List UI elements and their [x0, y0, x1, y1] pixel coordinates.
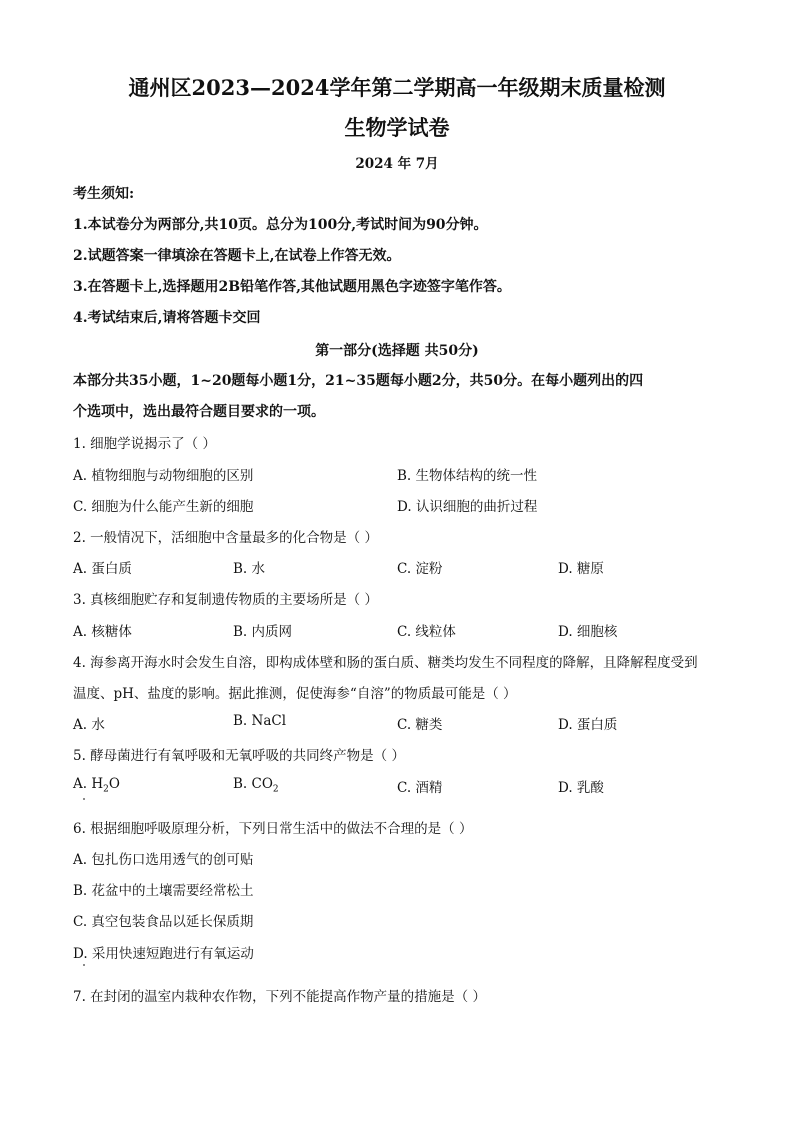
question-4-stem-line-1: 4. 海参离开海水时会发生自溶，即构成体壁和肠的蛋白质、糖类均发生不同程度的降解，且降解程度受到: [73, 655, 698, 671]
question-5-stem: 5. 酵母菌进行有氧呼吸和无氧呼吸的共同终产物是（ ）: [73, 748, 405, 764]
exam-subject-title: 生物学试卷: [344, 115, 450, 140]
stray-dot-mark: [83, 798, 85, 800]
section-intro-line-2: 个选项中，选出最符合题目要求的一项。: [73, 404, 325, 420]
question-7-stem: 7. 在封闭的温室内栽种农作物，下列不能提高作物产量的措施是（ ）: [73, 989, 486, 1005]
question-1-stem: 1. 细胞学说揭示了（ ）: [73, 436, 216, 452]
question-2-option-a: A. 蛋白质: [73, 561, 132, 577]
question-2-stem: 2. 一般情况下，活细胞中含量最多的化合物是（ ）: [73, 530, 378, 546]
question-4-option-a: A. 水: [73, 717, 105, 733]
question-5-option-c: C. 酒精: [397, 780, 443, 796]
question-2-option-b: B. 水: [233, 561, 266, 577]
question-2-option-c: C. 淀粉: [397, 561, 443, 577]
question-6-option-c: C. 真空包装食品以延长保质期: [73, 914, 254, 930]
question-3-stem: 3. 真核细胞贮存和复制遗传物质的主要场所是（ ）: [73, 592, 378, 608]
section-intro-line-1: 本部分共35小题，1~20题每小题1分，21~35题每小题2分，共50分。在每小题列出的四: [73, 373, 644, 389]
stray-dot-mark: [83, 964, 85, 966]
question-1-option-a: A. 植物细胞与动物细胞的区别: [73, 468, 254, 484]
notice-item-2: 2.试题答案一律填涂在答题卡上,在试卷上作答无效。: [73, 248, 401, 264]
question-3-option-a: A. 核糖体: [73, 624, 132, 640]
section-title: 第一部分(选择题 共50分): [315, 343, 479, 359]
question-1-option-d: D. 认识细胞的曲折过程: [397, 499, 538, 515]
question-1-option-c: C. 细胞为什么能产生新的细胞: [73, 499, 254, 515]
question-4-stem-line-2: 温度、pH、盐度的影响。据此推测，促使海参“自溶”的物质最可能是（ ）: [73, 686, 517, 702]
question-4-option-b: B. NaCl: [233, 713, 287, 729]
question-4-option-d: D. 蛋白质: [558, 717, 618, 733]
question-5-option-b: B. $CO_2$: [233, 776, 279, 795]
question-5-option-a: A. $H_2O$: [73, 776, 120, 795]
question-6-stem: 6. 根据细胞呼吸原理分析，下列日常生活中的做法不合理的是（ ）: [73, 821, 473, 837]
question-1-option-b: B. 生物体结构的统一性: [397, 468, 538, 484]
exam-title: 通州区2023—2024学年第二学期高一年级期末质量检测: [128, 75, 666, 100]
question-3-option-b: B. 内质网: [233, 624, 293, 640]
notice-heading: 考生须知:: [73, 186, 135, 202]
question-6-option-a: A. 包扎伤口选用透气的创可贴: [73, 852, 254, 868]
question-6-option-d: D. 采用快速短跑进行有氧运动: [73, 946, 254, 962]
notice-item-3: 3.在答题卡上,选择题用2B铅笔作答,其他试题用黑色字迹签字笔作答。: [73, 279, 511, 295]
question-2-option-d: D. 糖原: [558, 561, 604, 577]
exam-date: 2024 年 7月: [355, 156, 439, 172]
question-6-option-b: B. 花盆中的土壤需要经常松土: [73, 883, 254, 899]
question-5-option-d: D. 乳酸: [558, 780, 604, 796]
notice-item-1: 1.本试卷分为两部分,共10页。总分为100分,考试时间为90分钟。: [73, 217, 488, 233]
question-3-option-d: D. 细胞核: [558, 624, 618, 640]
question-3-option-c: C. 线粒体: [397, 624, 456, 640]
notice-item-4: 4.考试结束后,请将答题卡交回: [73, 310, 261, 326]
question-4-option-c: C. 糖类: [397, 717, 443, 733]
